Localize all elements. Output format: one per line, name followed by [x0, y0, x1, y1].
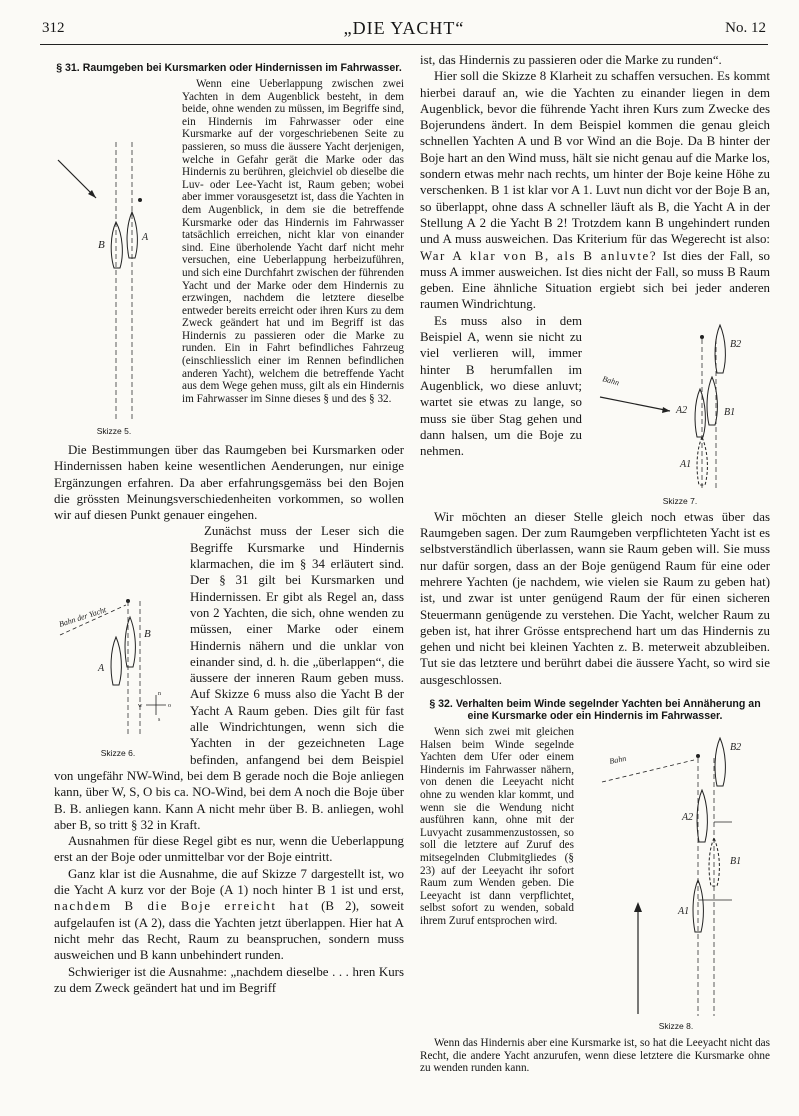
figure-skizze-5	[54, 140, 174, 440]
figure-skizze-7	[590, 317, 770, 507]
compass-o: o	[168, 703, 171, 710]
right-paragraph-2	[420, 68, 770, 312]
left-paragraph-4: Ausnahmen für diese Regel gibt es nur, wenn die Ueberlappung erst an der Boje oder unmittelbar vor der Boje eintritt.	[54, 834, 404, 865]
right-column	[420, 52, 770, 1075]
skizze-5-label-a: A	[142, 232, 149, 243]
skizze-6-path-label: Bahn der Yacht	[57, 605, 108, 630]
skizze-7-label-b2: B2	[730, 338, 742, 350]
section-32-rule-text: Wenn sich zwei mit gleichen Halsen beim Winde segelnde Yachten dem Ufer oder einem Hindernis im Fahrwasser nähern, von denen die Leeyacht nicht ohne zu wenden klar kommt, und wenn sie die Wendung nicht ausführen kann, ohne mit der Luvyacht zusammenzustossen, so soll die letztere auf Zuruf des mitsegelnden Clubmitgliedes (§ 23) auf der Leeyacht ihr sofort Raum zum Wenden geben. Die Leeyacht ist dann verpflichtet, selbst sofort zu wenden, sobald ihrem Zuruf entsprochen wird.	[420, 726, 574, 927]
section-32-heading: § 32. Verhalten beim Winde segelnder Yachten bei Annäherung an eine Kursmarke oder ein Hindernis im Fahrwasser.	[429, 698, 761, 723]
p5-emphasis: nachdem B die Boje erreicht hat	[54, 899, 310, 914]
left-paragraph-6: Schwieriger ist die Ausnahme: „nachdem dieselbe . . . hren Kurs zu dem Zweck geändert hat und im Begriff	[54, 964, 404, 995]
compass-s: s	[158, 717, 161, 724]
skizze-6-drawing	[54, 587, 182, 745]
skizze-7-label-b1: B1	[724, 406, 736, 418]
figure-skizze-8	[582, 730, 770, 1035]
p5-start: Ganz klar ist die Ausnahme, die auf Skizze 7 dargestellt ist, wo die Yacht A kurz vor der Boje (A 1) noch hinter B 1 ist und erst,	[54, 866, 404, 898]
issue-number: No. 12	[725, 20, 766, 36]
p2-end: Ist dies der Fall, so muss A immer ausweichen. Ist dies nicht der Fall, so muss B Raum geben. Eine ähnliche Situation ergiebt sich bei jeder anderen raumen Windrichtung.	[420, 248, 770, 312]
left-column	[54, 52, 404, 996]
skizze-8-caption: Skizze 8.	[658, 1021, 694, 1032]
skizze-8-label-b1: B1	[730, 856, 742, 868]
skizze-7-label-a1: A1	[680, 458, 692, 470]
skizze-7-caption: Skizze 7.	[662, 495, 698, 506]
skizze-8-label-b2: B2	[730, 742, 742, 754]
journal-title: „DIE YACHT“	[343, 18, 465, 38]
skizze-8-label-a1: A1	[678, 906, 690, 918]
skizze-8-path-label: Bahn	[608, 753, 627, 766]
skizze-8-label-a2: A2	[682, 812, 694, 824]
skizze-5-label-b: B	[98, 239, 105, 251]
section-31-heading: § 31. Raumgeben bei Kursmarken oder Hindernissen im Fahrwasser.	[56, 62, 402, 74]
skizze-5-caption: Skizze 5.	[96, 426, 132, 436]
skizze-6-caption: Skizze 6.	[100, 748, 136, 759]
skizze-7-path-label: Bahn	[601, 373, 621, 388]
p5-end: (B 2), soweit aufgelaufen ist (A 2), dass die Yachten jetzt überlappen. Hier hat A nicht mehr das Recht, Raum zu beanspruchen, sondern muss ausweichen und B kann unbehindert runden.	[54, 899, 404, 963]
page-number: 312	[42, 20, 65, 36]
skizze-7-drawing	[590, 317, 770, 493]
skizze-5-drawing	[54, 140, 174, 425]
skizze-6-label-b: B	[144, 628, 151, 641]
skizze-8-drawing	[582, 730, 770, 1020]
skizze-6-label-a: A	[98, 663, 105, 675]
right-paragraph-3: Es muss also in dem Beispiel A, wenn sie nicht zu viel verlieren will, immer hinter B herumfallen im Augenblick, wo diese anluvt; wartet sie etwas zu lange, so muss sie über Stag gehen und dann halsen, um die Boje zu nehmen.	[420, 313, 582, 459]
section-31-rule-text: Wenn eine Ueberlappung zwischen zwei Yachten in dem Augenblick besteht, in dem beide, ohne wenden zu müssen, im Begriffe sind, ein Hindernis im Fahrwasser oder eine Kursmarke auf der vorgeschriebenen Seite zu passieren, so muss die äussere Yacht derjenigen, welche in Gefahr gerät die Marke oder das Hindernis zu berühren, gleichviel ob dieselbe die Luv- oder Lee-Yacht ist, Raum geben; wobei aber immer vorausgesetzt ist, dass die Yachten in dem Augenblick, in dem sie die betreffende Kursmarke oder das Hindernis im Fahrwasser tatsächlich erreichen, nicht klar von einander sind. Eine überholende Yacht darf nicht mehr versuchen, eine Ueberlappung herbeizuführen, und sich eine Durchfahrt zwischen der führenden Yacht und der Marke oder dem Hindernis zu erzwingen, nachdem die letztere dieselbe entweder bereits erreicht oder ihren Kurs zu dem Zweck geändert hat und im Begriff ist das Hindernis zu passieren oder die Marke zu runden. Ein in Fahrt befindliches Fahrzeug (einschliesslich einer im Rennen befindlichen anderen Yacht), welchem die betreffende Yacht aus dem Wege gehen muss, gilt als ein Hindernis im Fahrwasser im Sinne dieses § und des § 32.	[182, 78, 404, 405]
left-paragraph-3: Zunächst muss der Leser sich die Begriffe Kursmarke und Hindernis klarmachen, die im § 34 erläutert sind. Der § 31 gilt bei Kursmarken und Hindernissen. Er gibt als Regel an, dass von 2 Yachten, die sich, ohne wenden zu müssen, einer Marke oder einem Hindernis nähern und die unklar von einander sind, d. h. die „überlappen“, die äussere der inneren Raum geben muss. Auf Skizze 6 muss also die Yacht B der Yacht A Raum geben. Dies gilt für fast alle Windrichtungen, wenn sich die Yachten in der gezeichneten Lage befinden, anfangend bei dem Beispiel von ungefähr NW-Wind, bei dem B gerade noch die Boje anliegen kann, über W, S, O bis ca. NO-Wind, bei dem A noch die Boje über B. B. anliegen kann. Kann A nicht mehr über B. B. anliegen, wohl aber B, so tritt § 32 in Kraft.	[54, 524, 404, 832]
compass-w: w	[138, 703, 143, 710]
p2-start: Hier soll die Skizze 8 Klarheit zu schaffen versuchen. Es kommt hierbei darauf an, wie die Yachten zu einander liegen in dem Augenblick, bevor die führende Yacht ihren Kurs zum Zwecke des Bojerundens ändert. In dem Beispiel kommen die genau gleich schnellen Yachten A und B vor Wind an die Boje. Da B hinter der Boje hart an den Wind muss, hält sie nicht genau auf die Marke los, sondern etwas mehr nach rechts, um hinter der Boje keine Höhe zu verschenken. B 1 ist klar vor A 1. Luvt nun dicht vor der Boje B an, so überlappt, ohne dass A schneller läuft als B, die Yacht A in der Stellung A 2 die Yacht B 2! Trotzdem kann B ungehindert runden und A muss ausweichen. Das Kriterium für das Wegerecht ist also:	[420, 69, 770, 247]
right-paragraph-1: ist, das Hindernis zu passieren oder die Marke zu runden“.	[420, 53, 722, 67]
page-header	[40, 14, 768, 45]
skizze-7-label-a2: A2	[676, 404, 688, 416]
left-paragraph-2: Die Bestimmungen über das Raumgeben bei Kursmarken oder Hindernissen haben keine wesentlichen Aenderungen, nur einige Ergänzungen erfahren. Da aber erfahrungsgemäss bei den Bojen die grössten Meinungsverschiedenheiten vorkommen, so wollen wir auf diesen Punkt genauer eingehen.	[54, 443, 404, 523]
figure-skizze-6	[54, 587, 182, 757]
p2-emphasis: War A klar von B, als B anluvte?	[420, 248, 658, 263]
left-paragraph-5	[54, 866, 404, 964]
right-paragraph-6: Wenn das Hindernis aber eine Kursmarke ist, so hat die Leeyacht nicht das Recht, die andere Yacht anzurufen, wenn diese letztere die Kursmarke ohne zu wenden runden kann.	[420, 1037, 770, 1075]
compass-n: n	[158, 691, 161, 698]
right-paragraph-4: Wir möchten an dieser Stelle gleich noch etwas über das Raumgeben sagen. Der zum Raumgeben verpflichteten Yacht ist es selbstverständlich überlassen, wann sie Raum geben will. Sie muss nur dafür sorgen, dass an der Boje genügend Raum für eine oder mehrere Yachten (je nachdem, wie vielen sie Raum zu geben hat) ist, und zwar ist unter genügend Raum der für einen sicheren Steuermann genügende zu verstehen. Die Yacht, welcher Raum zu geben ist, hat ihrer Grösse entsprechend hart um das Hindernis zu gehen und nicht bei kleinen Yachten z. B. meterweit abzubleiben. Tut sie das letztere und berührt dabei die äussere Yacht, so wird sie ausgeschlossen.	[420, 509, 770, 687]
